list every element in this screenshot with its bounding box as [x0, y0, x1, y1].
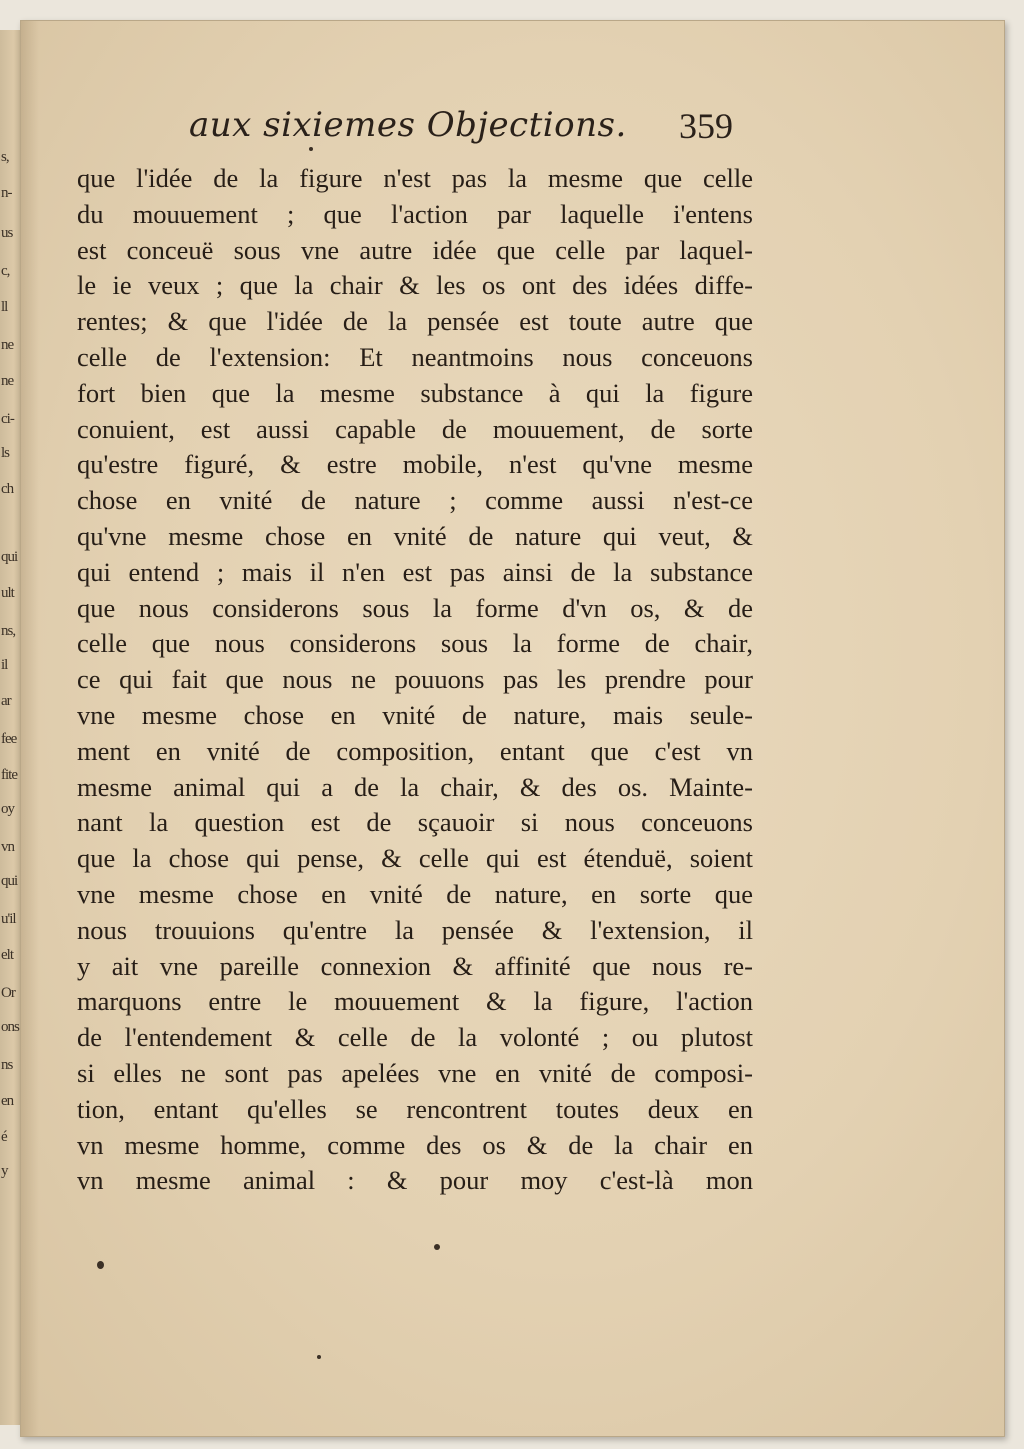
margin-fragment: c,	[1, 263, 10, 279]
ink-spot	[97, 1261, 104, 1269]
text-line: du mouuement ; que l'action par laquelle i'entens	[77, 198, 753, 229]
margin-fragment: fee	[1, 731, 17, 747]
margin-fragment: qui	[1, 873, 18, 889]
ink-spot	[434, 1244, 440, 1250]
text-line: ment en vnité de composition, entant que c'est vn	[77, 735, 753, 766]
text-line: qui entend ; mais il n'en est pas ainsi de la substance	[77, 556, 753, 587]
margin-fragment: s,	[1, 149, 9, 165]
text-line: rentes; & que l'idée de la pensée est toute autre que	[77, 306, 753, 337]
running-head: aux sixiemes Objections.	[189, 105, 627, 145]
ink-spot	[317, 1355, 321, 1359]
ink-spot	[309, 147, 313, 151]
margin-fragment: elt	[1, 947, 13, 963]
margin-fragment: u'il	[1, 911, 16, 927]
margin-fragment: ne	[1, 337, 14, 353]
text-line: vn mesme animal : & pour moy c'est-là mon	[77, 1165, 753, 1196]
margin-fragment: é	[1, 1129, 7, 1145]
book-page	[20, 20, 1005, 1437]
text-line: vn mesme homme, comme des os & de la chair en	[77, 1129, 753, 1160]
text-line: si elles ne sont pas apelées vne en vnité de composi-	[77, 1057, 753, 1088]
page-header	[21, 105, 1004, 155]
margin-fragment: ar	[1, 693, 11, 709]
text-line: fort bien que la mesme substance à qui la figure	[77, 377, 753, 408]
margin-fragment: ch	[1, 481, 14, 497]
page-gutter-shadow	[21, 21, 39, 1436]
text-line: celle que nous considerons sous la forme de chair,	[77, 628, 753, 659]
margin-fragment: en	[1, 1093, 14, 1109]
text-line: que la chose qui pense, & celle qui est étenduë, soient	[77, 843, 753, 874]
text-line: mesme animal qui a de la chair, & des os. Mainte-	[77, 771, 753, 802]
text-line: de l'entendement & celle de la volonté ; ou plutost	[77, 1022, 753, 1053]
text-line: y ait vne pareille connexion & affinité que nous re-	[77, 950, 753, 981]
text-line: vne mesme chose en vnité de nature, mais seule-	[77, 699, 753, 730]
text-line: le ie veux ; que la chair & les os ont des idées diffe-	[77, 270, 753, 301]
margin-fragment: ci-	[1, 411, 14, 427]
body-text	[77, 161, 753, 1199]
text-line: nous trouuions qu'entre la pensée & l'extension, il	[77, 914, 753, 945]
text-line: que l'idée de la figure n'est pas la mesme que celle	[77, 163, 753, 193]
text-line: qu'vne mesme chose en vnité de nature qui veut, &	[77, 520, 753, 551]
margin-fragment: fite	[1, 767, 17, 783]
margin-fragment: ons	[1, 1019, 19, 1035]
margin-fragment: y	[1, 1163, 8, 1179]
margin-fragment: ll	[1, 299, 8, 315]
text-line: vne mesme chose en vnité de nature, en sorte que	[77, 878, 753, 909]
text-line: tion, entant qu'elles se rencontrent toutes deux en	[77, 1093, 753, 1124]
text-line: conuient, est aussi capable de mouuement, de sorte	[77, 413, 753, 444]
text-line: est conceuë sous vne autre idée que celle par laquel-	[77, 234, 753, 265]
text-line: que nous considerons sous la forme d'vn os, & de	[77, 592, 753, 623]
margin-fragment: n-	[1, 185, 12, 201]
margin-fragment: oy	[1, 801, 14, 817]
margin-fragment: ult	[1, 585, 14, 601]
text-line: celle de l'extension: Et neantmoins nous conceuons	[77, 341, 753, 372]
margin-fragment: ne	[1, 373, 14, 389]
text-line: chose en vnité de nature ; comme aussi n'est-ce	[77, 485, 753, 516]
margin-fragment: us	[1, 225, 13, 241]
text-line: marquons entre le mouuement & la figure, l'action	[77, 986, 753, 1017]
text-line: ce qui fait que nous ne pouuons pas les prendre pour	[77, 664, 753, 695]
text-line: nant la question est de sçauoir si nous conceuons	[77, 807, 753, 838]
margin-fragment: ns,	[1, 623, 16, 639]
margin-fragment: vn	[1, 839, 14, 855]
margin-fragment: Or	[1, 985, 15, 1001]
text-line: qu'estre figuré, & estre mobile, n'est qu'vne mesme	[77, 449, 753, 480]
page-number: 359	[679, 106, 733, 146]
margin-fragment: il	[1, 657, 8, 673]
margin-fragment: ns	[1, 1057, 13, 1073]
margin-fragment: qui	[1, 549, 18, 565]
margin-fragment: ls	[1, 445, 10, 461]
